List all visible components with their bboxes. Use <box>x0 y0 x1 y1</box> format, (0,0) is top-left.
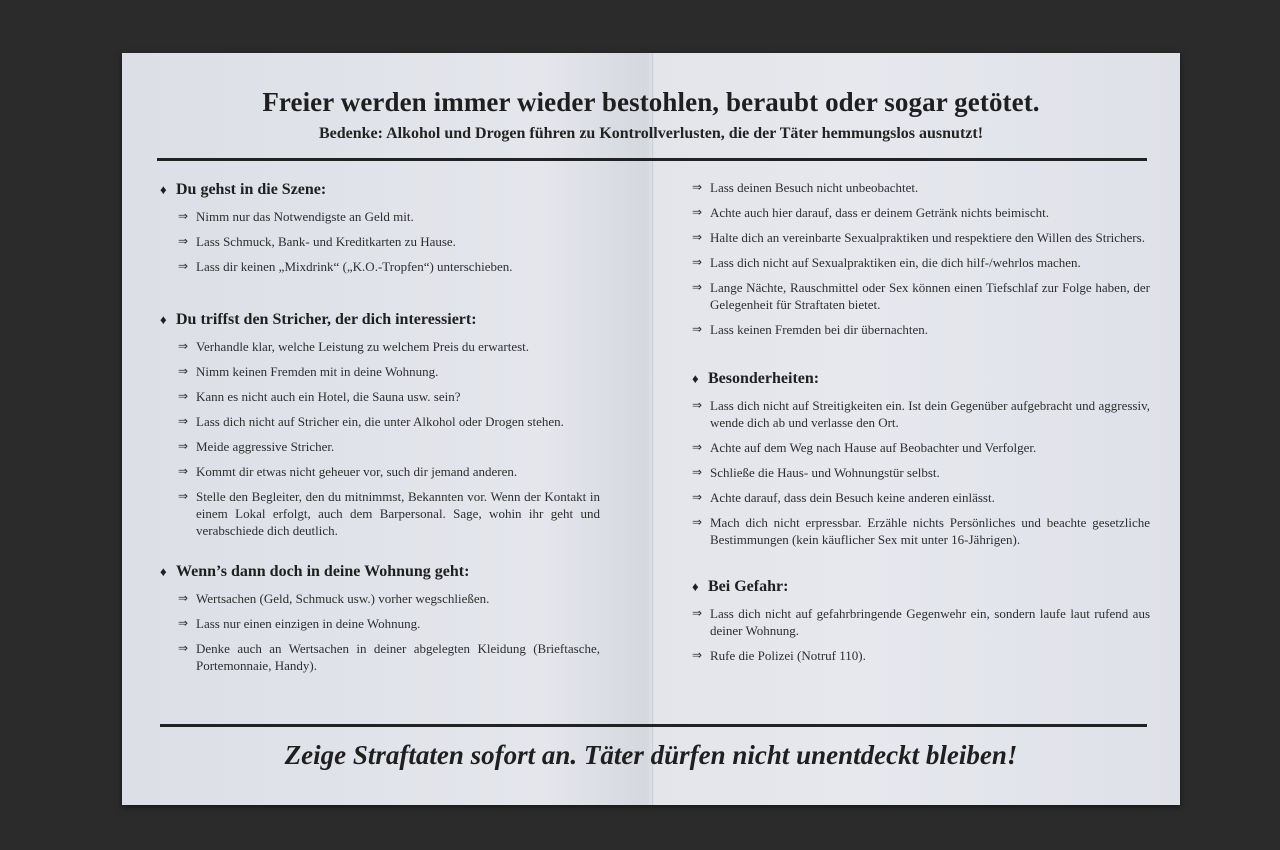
left-column <box>160 181 600 682</box>
arrow-icon: ⇒ <box>692 490 703 504</box>
arrow-icon: ⇒ <box>692 255 703 269</box>
list-item-text: Halte dich an vereinbarte Sexualpraktiken und respektiere den Willen des Strichers. <box>710 230 1145 245</box>
page-title: Freier werden immer wieder bestohlen, beraubt oder sogar getötet. <box>262 87 1040 117</box>
section-heading-text: Du triffst den Stricher, der dich interessiert: <box>176 311 477 328</box>
section-heading-text: Besonderheiten: <box>708 370 820 387</box>
arrow-icon: ⇒ <box>178 234 189 248</box>
arrow-icon: ⇒ <box>178 439 189 453</box>
section-visit <box>692 179 1150 338</box>
list-item <box>160 438 600 455</box>
section-heading <box>160 563 600 581</box>
list-item <box>160 208 600 225</box>
arrow-icon: ⇒ <box>692 230 703 244</box>
list-item <box>160 388 600 405</box>
diamond-bullet-icon: ♦ <box>692 371 699 386</box>
section-heading <box>160 311 600 329</box>
arrow-icon: ⇒ <box>178 641 189 655</box>
list-item-text: Meide aggressive Stricher. <box>196 439 335 454</box>
top-divider <box>157 158 1147 161</box>
arrow-icon: ⇒ <box>692 440 703 454</box>
arrow-icon: ⇒ <box>692 465 703 479</box>
list-item-text: Nimm nur das Notwendigste an Geld mit. <box>196 209 414 224</box>
section-special <box>692 370 1150 548</box>
list-item-text: Kann es nicht auch ein Hotel, die Sauna usw. sein? <box>196 389 461 404</box>
list-item <box>160 233 600 250</box>
list-item <box>160 615 600 632</box>
list-item <box>692 279 1150 313</box>
arrow-icon: ⇒ <box>178 591 189 605</box>
list-item-text: Nimm keinen Fremden mit in deine Wohnung. <box>196 364 439 379</box>
arrow-icon: ⇒ <box>178 364 189 378</box>
list-item-text: Mach dich nicht erpressbar. Erzähle nichts Persönliches und beachte gesetzliche Bestimmungen (kein käuflicher Sex mit unter 16-Jährigen). <box>710 515 1150 547</box>
footer-slogan: Zeige Straftaten sofort an. Täter dürfen nicht unentdeckt bleiben! <box>284 740 1018 770</box>
section-meeting <box>160 311 600 539</box>
arrow-icon: ⇒ <box>178 259 189 273</box>
list-item <box>160 590 600 607</box>
fold-line <box>652 53 653 805</box>
list-item <box>160 413 600 430</box>
diamond-bullet-icon: ♦ <box>160 312 167 327</box>
section-danger <box>692 578 1150 664</box>
arrow-icon: ⇒ <box>692 515 703 529</box>
list-item-text: Schließe die Haus- und Wohnungstür selbst. <box>710 465 940 480</box>
section-heading-text: Bei Gefahr: <box>708 578 789 595</box>
list-item <box>692 489 1150 506</box>
list-item-text: Lass dir keinen „Mixdrink“ („K.O.-Tropfen“) unterschieben. <box>196 259 513 274</box>
arrow-icon: ⇒ <box>692 648 703 662</box>
list-item <box>692 229 1150 246</box>
list-item-text: Wertsachen (Geld, Schmuck usw.) vorher wegschließen. <box>196 591 490 606</box>
list-item-text: Lange Nächte, Rauschmittel oder Sex können einen Tiefschlaf zur Folge haben, der Gelegenheit für Straftaten bietet. <box>710 280 1150 312</box>
list-item <box>692 514 1150 548</box>
flyer-sheet <box>122 53 1180 805</box>
list-item-text: Achte darauf, dass dein Besuch keine anderen einlässt. <box>710 490 995 505</box>
right-column <box>692 179 1150 672</box>
arrow-icon: ⇒ <box>692 398 703 412</box>
list-item-text: Lass dich nicht auf Sexualpraktiken ein, die dich hilf-/wehrlos machen. <box>710 255 1081 270</box>
list-item-text: Lass nur einen einzigen in deine Wohnung. <box>196 616 421 631</box>
list-item-text: Lass dich nicht auf gefahrbringende Gegenwehr ein, sondern laufe laut rufend aus deiner Wohnung. <box>710 606 1150 638</box>
list-item-text: Kommt dir etwas nicht geheuer vor, such dir jemand anderen. <box>196 464 518 479</box>
arrow-icon: ⇒ <box>692 180 703 194</box>
list-item <box>692 179 1150 196</box>
list-item-text: Denke auch an Wertsachen in deiner abgelegten Kleidung (Brieftasche, Portemonnaie, Handy). <box>196 641 600 673</box>
section-heading-text: Du gehst in die Szene: <box>176 181 327 198</box>
list-item <box>160 363 600 380</box>
list-item <box>692 647 1150 664</box>
list-item-text: Lass dich nicht auf Stricher ein, die unter Alkohol oder Drogen stehen. <box>196 414 564 429</box>
diamond-bullet-icon: ♦ <box>692 579 699 594</box>
list-item-text: Rufe die Polizei (Notruf 110). <box>710 648 866 663</box>
arrow-icon: ⇒ <box>178 209 189 223</box>
section-apartment <box>160 563 600 674</box>
diamond-bullet-icon: ♦ <box>160 182 167 197</box>
list-item-text: Lass dich nicht auf Streitigkeiten ein. Ist dein Gegenüber aufgebracht und aggressiv, wende dich ab und verlasse den Ort. <box>710 398 1150 430</box>
list-item <box>160 488 600 539</box>
list-item <box>692 254 1150 271</box>
section-heading <box>692 370 1150 388</box>
list-item <box>692 605 1150 639</box>
list-item <box>160 338 600 355</box>
arrow-icon: ⇒ <box>692 280 703 294</box>
list-item-text: Achte auch hier darauf, dass er deinem Getränk nichts beimischt. <box>710 205 1049 220</box>
list-item <box>692 321 1150 338</box>
list-item <box>692 204 1150 221</box>
list-item-text: Lass Schmuck, Bank- und Kreditkarten zu Hause. <box>196 234 456 249</box>
list-item <box>160 258 600 275</box>
list-item <box>160 463 600 480</box>
list-item-text: Achte auf dem Weg nach Hause auf Beobachter und Verfolger. <box>710 440 1037 455</box>
arrow-icon: ⇒ <box>692 606 703 620</box>
bottom-divider <box>160 724 1147 727</box>
list-item <box>692 439 1150 456</box>
list-item <box>692 464 1150 481</box>
arrow-icon: ⇒ <box>178 389 189 403</box>
section-scene <box>160 181 600 275</box>
section-heading-text: Wenn’s dann doch in deine Wohnung geht: <box>176 563 470 580</box>
page-subtitle: Bedenke: Alkohol und Drogen führen zu Kontrollverlusten, die der Täter hemmungslos ausnutzt! <box>318 125 984 142</box>
list-item-text: Lass deinen Besuch nicht unbeobachtet. <box>710 180 919 195</box>
list-item <box>160 640 600 674</box>
arrow-icon: ⇒ <box>178 464 189 478</box>
list-item-text: Stelle den Begleiter, den du mitnimmst, Bekannten vor. Wenn der Kontakt in einem Lokal erfolgt, auch dem Barpersonal. Sage, wohin ihr geht und verabschiede dich deutlich. <box>196 489 600 538</box>
arrow-icon: ⇒ <box>178 489 189 503</box>
arrow-icon: ⇒ <box>692 322 703 336</box>
diamond-bullet-icon: ♦ <box>160 564 167 579</box>
arrow-icon: ⇒ <box>692 205 703 219</box>
arrow-icon: ⇒ <box>178 414 189 428</box>
list-item-text: Verhandle klar, welche Leistung zu welchem Preis du erwartest. <box>196 339 530 354</box>
section-heading <box>160 181 600 199</box>
arrow-icon: ⇒ <box>178 616 189 630</box>
section-heading <box>692 578 1150 596</box>
arrow-icon: ⇒ <box>178 339 189 353</box>
list-item <box>692 397 1150 431</box>
list-item-text: Lass keinen Fremden bei dir übernachten. <box>710 322 929 337</box>
